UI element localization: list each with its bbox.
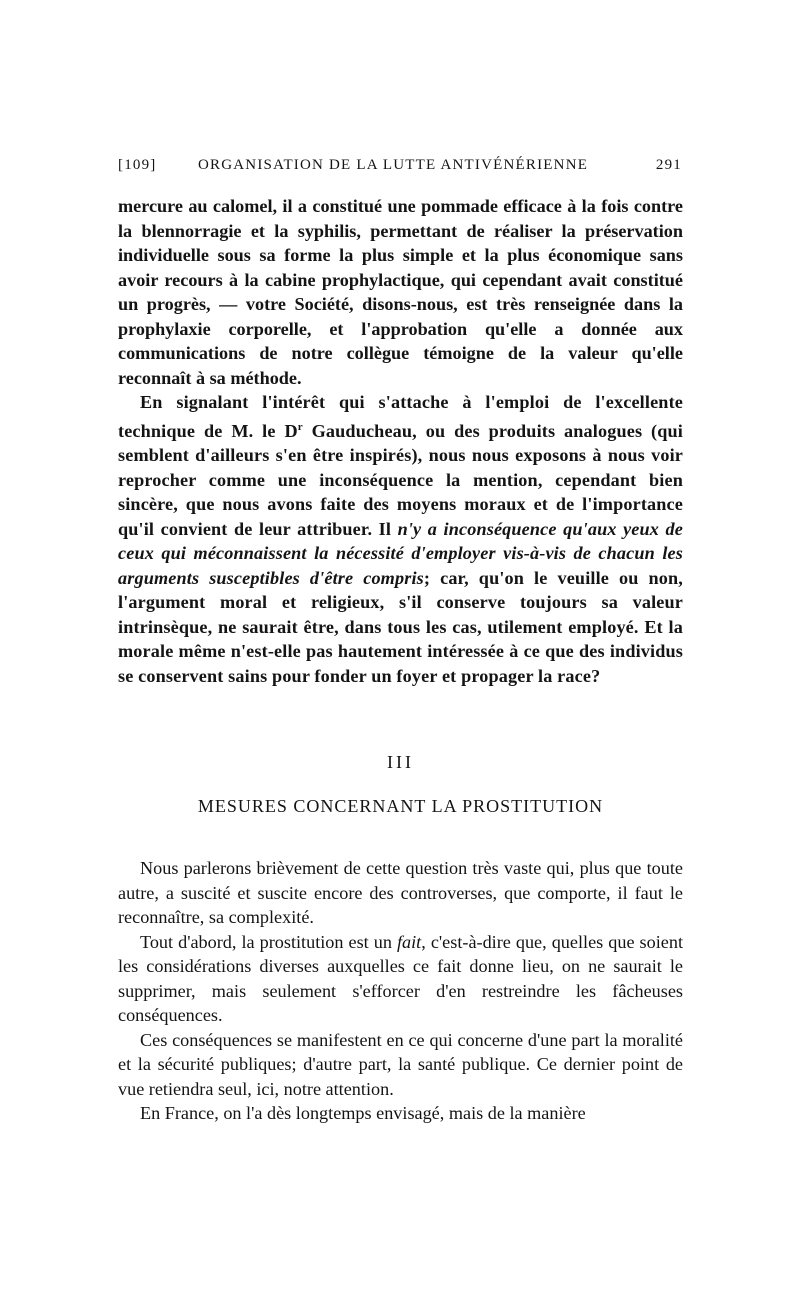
body-text-top xyxy=(118,194,683,688)
section-title: MESURES CONCERNANT LA PROSTITUTION xyxy=(197,796,604,816)
paragraph-signalant xyxy=(118,390,683,688)
paragraph-tout-dabord xyxy=(118,930,683,1028)
section-number: III xyxy=(387,752,414,772)
paragraph-text: Gauducheau, ou des produits analogues (qui semblent d'ailleurs s'en être inspirés), nous nous exposons à nous voir reprocher comme une inconséquence la mention, cependant bien sincère, que nous avons faite des moyens moraux et de l'importance qu'il convient de leur attribuer. Il xyxy=(118,420,683,539)
page-number: 291 xyxy=(655,157,682,173)
italic-word: fait xyxy=(396,931,422,952)
running-head-page-ref: [109] xyxy=(118,157,157,173)
paragraph-en-france: En France, on l'a dès longtemps envisagé, mais de la manière xyxy=(140,1103,586,1123)
paragraph-continuation: mercure au calomel, il a constitué une pommade efficace à la fois contre la blennorragie et la syphilis, permettant de réaliser la préservation individuelle sous sa forme la plus simple et la plus économique sans avoir recours à la cabine prophylactique, qui cependant avait constitué un progrès, — votre Société, disons-nous, est très renseignée dans la prophylaxie corporelle, et l'approbation qu'elle a donnée aux communications de notre collègue témoigne de la valeur qu'elle reconnaît à sa méthode. xyxy=(118,196,683,388)
italic-phrase: n'y a inconséquence qu'aux yeux de ceux qui méconnaissent la nécessité d'employer vis-à-vis de chacun les arguments susceptibles d'être compris xyxy=(118,518,683,588)
paragraph-text: , c'est-à-dire que, quelles que soient les considérations diverses auxquelles ce fait donne lieu, on ne saurait le supprimer, mais seulement s'efforcer d'en restreindre les fâcheuses conséquences. xyxy=(118,931,683,1025)
running-head-title: ORGANISATION DE LA LUTTE ANTIVÉNÉRIENNE xyxy=(198,157,589,173)
running-head xyxy=(118,157,682,179)
paragraph-ces-consequences: Ces conséquences se manifestent en ce qui concerne d'une part la moralité et la sécurité publiques; d'autre part, la santé publique. Ce dernier point de vue retiendra seul, ici, notre attention. xyxy=(118,1029,683,1099)
paragraph-text: Tout d'abord, la prostitution est un xyxy=(140,931,397,952)
paragraph-text: ; car, qu'on le veuille ou non, l'argument moral et religieux, s'il conserve toujours sa valeur intrinsèque, ne saurait être, dans tous les cas, utilement employé. Et la morale même n'est-elle pas hautement intéressée à ce que des individus se conservent sains pour fonder un foyer et propager la race? xyxy=(118,567,683,686)
superscript-r: r xyxy=(297,420,303,433)
paragraph-nous-parlerons: Nous parlerons brièvement de cette question très vaste qui, plus que toute autre, a suscité et suscite encore des controverses, que comporte, il faut le reconnaître, sa complexité. xyxy=(118,858,683,927)
paragraph-text: En signalant l'intérêt qui s'attache à l'emploi de l'excellente technique de M. le D xyxy=(118,392,683,441)
body-text-bottom xyxy=(118,856,683,1126)
